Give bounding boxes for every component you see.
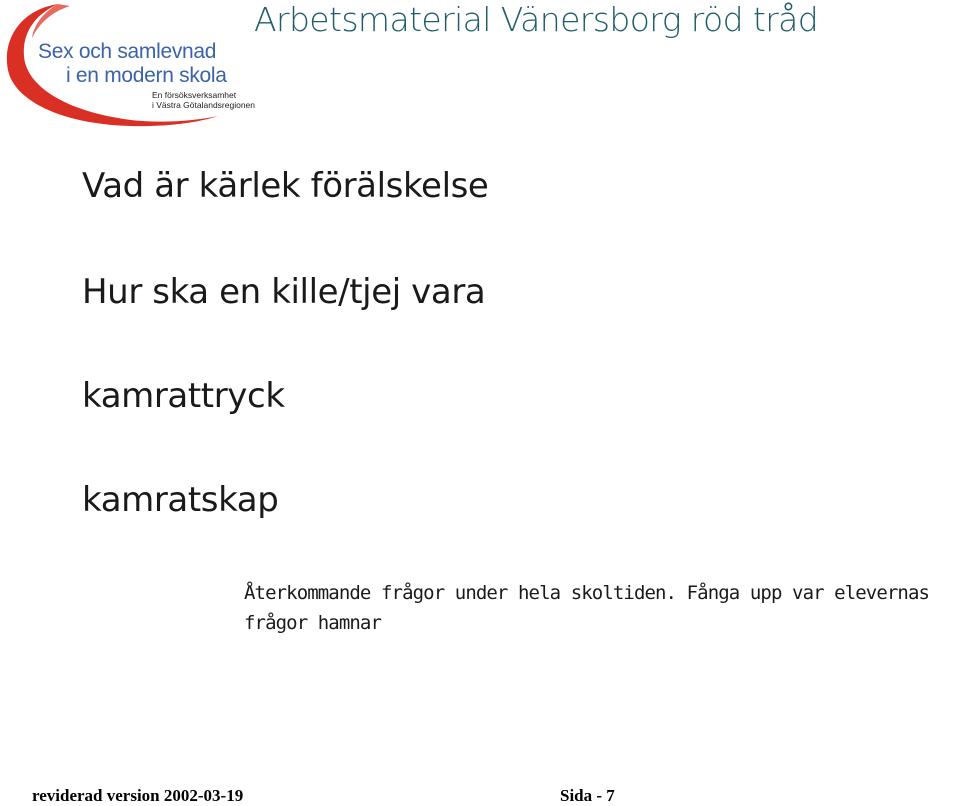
logo-subtitle-line1: En försöksverksamhet bbox=[152, 90, 237, 100]
logo-title-line1: Sex och samlevnad bbox=[38, 40, 217, 63]
topic-item: kamrattryck bbox=[82, 376, 285, 416]
topic-item: Vad är kärlek förälskelse bbox=[82, 166, 489, 206]
logo-title-line2: i en modern skola bbox=[66, 64, 227, 87]
topic-item: Hur ska en kille/tjej vara bbox=[82, 272, 486, 312]
footer-page-number: Sida - 7 bbox=[560, 786, 615, 805]
page-title: Arbetsmaterial Vänersborg röd tråd bbox=[254, 0, 819, 39]
footer-version: reviderad version 2002-03-19 bbox=[32, 786, 244, 805]
note-text: Återkommande frågor under hela skoltiden. Fånga upp var elevernas frågor hamnar bbox=[244, 582, 930, 634]
logo bbox=[0, 0, 256, 130]
topic-item: kamratskap bbox=[82, 480, 279, 520]
logo-subtitle-line2: i Västra Götalandsregionen bbox=[152, 100, 256, 110]
